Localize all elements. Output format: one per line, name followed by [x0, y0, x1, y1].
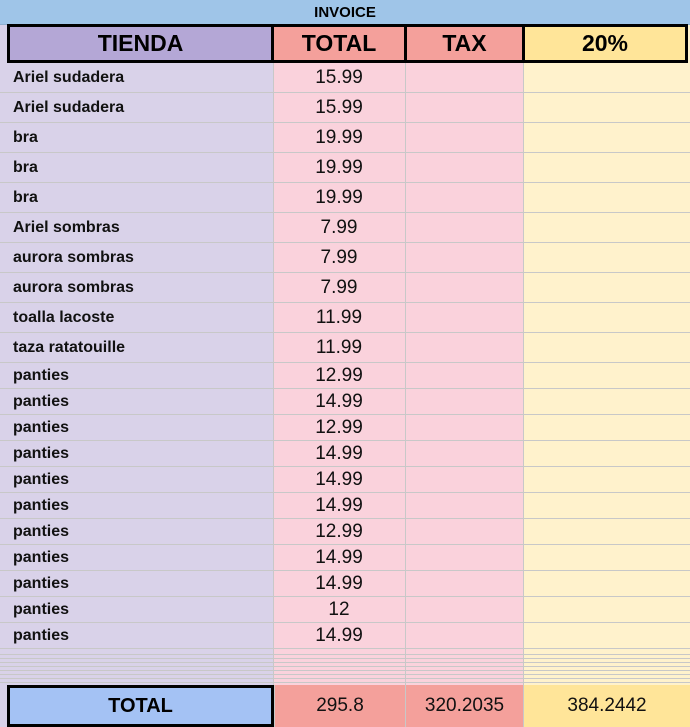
total-row [0, 685, 690, 727]
item-amount-cell[interactable]: 7.99 [320, 276, 358, 298]
item-name-cell[interactable]: panties [13, 548, 70, 566]
item-percent-cell[interactable] [523, 123, 690, 152]
item-amount-cell[interactable]: 12.99 [315, 520, 363, 542]
item-tax-cell[interactable] [405, 333, 523, 362]
table-row [0, 597, 690, 623]
item-name-cell[interactable]: aurora sombras [13, 248, 134, 266]
item-name-cell[interactable]: panties [13, 392, 70, 410]
row-gridline [0, 678, 690, 679]
item-percent-cell[interactable] [523, 243, 690, 272]
table-row [0, 389, 690, 415]
item-amount-cell[interactable]: 14.99 [315, 390, 363, 412]
item-amount-cell[interactable]: 19.99 [315, 126, 363, 148]
item-percent-cell[interactable] [523, 93, 690, 122]
item-tax-cell[interactable] [405, 63, 523, 92]
row-gridline [0, 662, 690, 663]
table-row [0, 123, 690, 153]
item-tax-cell[interactable] [405, 597, 523, 622]
table-row [0, 415, 690, 441]
item-tax-cell[interactable] [405, 123, 523, 152]
item-tax-cell[interactable] [405, 243, 523, 272]
empty-rows[interactable] [0, 651, 690, 685]
table-row [0, 519, 690, 545]
item-name-cell[interactable]: bra [13, 128, 38, 146]
item-percent-cell[interactable] [523, 153, 690, 182]
item-name-cell[interactable]: panties [13, 522, 70, 540]
item-amount-cell[interactable]: 14.99 [315, 442, 363, 464]
item-name-cell[interactable]: panties [13, 470, 70, 488]
item-name-cell[interactable]: aurora sombras [13, 278, 134, 296]
item-name-cell[interactable]: panties [13, 496, 70, 514]
item-name-cell[interactable]: panties [13, 366, 70, 384]
table-row [0, 571, 690, 597]
item-percent-cell[interactable] [523, 519, 690, 544]
item-percent-cell[interactable] [523, 597, 690, 622]
row-gridline [0, 666, 690, 667]
item-name-cell[interactable]: Ariel sudadera [13, 98, 125, 116]
item-name-cell[interactable]: panties [13, 600, 70, 618]
item-amount-cell[interactable]: 7.99 [320, 246, 358, 268]
table-row [0, 303, 690, 333]
total-percent[interactable]: 384.2442 [523, 685, 690, 727]
table-row [0, 273, 690, 303]
item-percent-cell[interactable] [523, 441, 690, 466]
item-percent-cell[interactable] [523, 545, 690, 570]
item-name-cell[interactable]: panties [13, 418, 70, 436]
table-row [0, 243, 690, 273]
item-tax-cell[interactable] [405, 389, 523, 414]
total-tax[interactable]: 320.2035 [405, 685, 523, 727]
item-percent-cell[interactable] [523, 389, 690, 414]
table-row [0, 333, 690, 363]
header-store[interactable]: TIENDA [7, 24, 274, 63]
item-name-cell[interactable]: Ariel sudadera [13, 68, 125, 86]
row-gridline [0, 674, 690, 675]
item-percent-cell[interactable] [523, 571, 690, 596]
item-name-cell[interactable]: bra [13, 188, 38, 206]
item-percent-cell[interactable] [523, 333, 690, 362]
item-tax-cell[interactable] [405, 363, 523, 388]
item-tax-cell[interactable] [405, 303, 523, 332]
table-row [0, 363, 690, 389]
table-row [0, 467, 690, 493]
item-name-cell[interactable]: panties [13, 444, 70, 462]
table-row [0, 63, 690, 93]
item-percent-cell[interactable] [523, 303, 690, 332]
item-amount-cell[interactable]: 14.99 [315, 624, 363, 646]
item-tax-cell[interactable] [405, 467, 523, 492]
header-percent[interactable]: 20% [522, 24, 688, 63]
table-row [0, 213, 690, 243]
item-tax-cell[interactable] [405, 93, 523, 122]
table-row [0, 623, 690, 649]
row-gridline [0, 670, 690, 671]
item-tax-cell[interactable] [405, 571, 523, 596]
item-amount-cell[interactable]: 11.99 [315, 336, 363, 358]
item-percent-cell[interactable] [523, 467, 690, 492]
row-gridline [0, 682, 690, 683]
row-gridline [0, 654, 690, 655]
item-amount-cell[interactable]: 11.99 [315, 306, 363, 328]
header-row [0, 24, 690, 63]
item-name-cell[interactable]: taza ratatouille [13, 338, 126, 356]
item-tax-cell[interactable] [405, 213, 523, 242]
item-amount-cell[interactable]: 15.99 [315, 96, 363, 118]
item-percent-cell[interactable] [523, 213, 690, 242]
item-amount-cell[interactable]: 12 [328, 598, 350, 620]
item-amount-cell[interactable]: 12.99 [315, 416, 363, 438]
item-name-cell[interactable]: panties [13, 574, 70, 592]
item-tax-cell[interactable] [405, 183, 523, 212]
item-tax-cell[interactable] [405, 623, 523, 648]
table-row [0, 493, 690, 519]
item-tax-cell[interactable] [405, 441, 523, 466]
header-tax[interactable]: TAX [404, 24, 525, 63]
row-gridline [0, 658, 690, 659]
total-sum[interactable]: 295.8 [274, 685, 405, 727]
item-tax-cell[interactable] [405, 153, 523, 182]
item-rows [0, 63, 690, 649]
item-amount-cell[interactable]: 14.99 [315, 468, 363, 490]
invoice-title[interactable]: INVOICE [0, 0, 690, 25]
item-name-cell[interactable]: bra [13, 158, 38, 176]
item-percent-cell[interactable] [523, 623, 690, 648]
table-row [0, 441, 690, 467]
item-amount-cell[interactable]: 19.99 [315, 156, 363, 178]
item-amount-cell[interactable]: 12.99 [315, 364, 363, 386]
item-tax-cell[interactable] [405, 545, 523, 570]
table-row [0, 545, 690, 571]
item-percent-cell[interactable] [523, 183, 690, 212]
item-amount-cell[interactable]: 14.99 [315, 494, 363, 516]
item-amount-cell[interactable]: 7.99 [320, 216, 358, 238]
table-row [0, 153, 690, 183]
table-row [0, 93, 690, 123]
item-tax-cell[interactable] [405, 519, 523, 544]
item-percent-cell[interactable] [523, 493, 690, 518]
item-amount-cell[interactable]: 15.99 [315, 66, 363, 88]
item-amount-cell[interactable]: 19.99 [315, 186, 363, 208]
item-percent-cell[interactable] [523, 363, 690, 388]
item-name-cell[interactable]: toalla lacoste [13, 308, 115, 326]
item-percent-cell[interactable] [523, 273, 690, 302]
item-name-cell[interactable]: Ariel sombras [13, 218, 120, 236]
item-name-cell[interactable]: panties [13, 626, 70, 644]
item-percent-cell[interactable] [523, 415, 690, 440]
item-tax-cell[interactable] [405, 493, 523, 518]
table-row [0, 183, 690, 213]
item-tax-cell[interactable] [405, 273, 523, 302]
header-total[interactable]: TOTAL [271, 24, 407, 63]
total-label[interactable]: TOTAL [7, 685, 274, 727]
item-amount-cell[interactable]: 14.99 [315, 572, 363, 594]
item-percent-cell[interactable] [523, 63, 690, 92]
item-amount-cell[interactable]: 14.99 [315, 546, 363, 568]
item-tax-cell[interactable] [405, 415, 523, 440]
